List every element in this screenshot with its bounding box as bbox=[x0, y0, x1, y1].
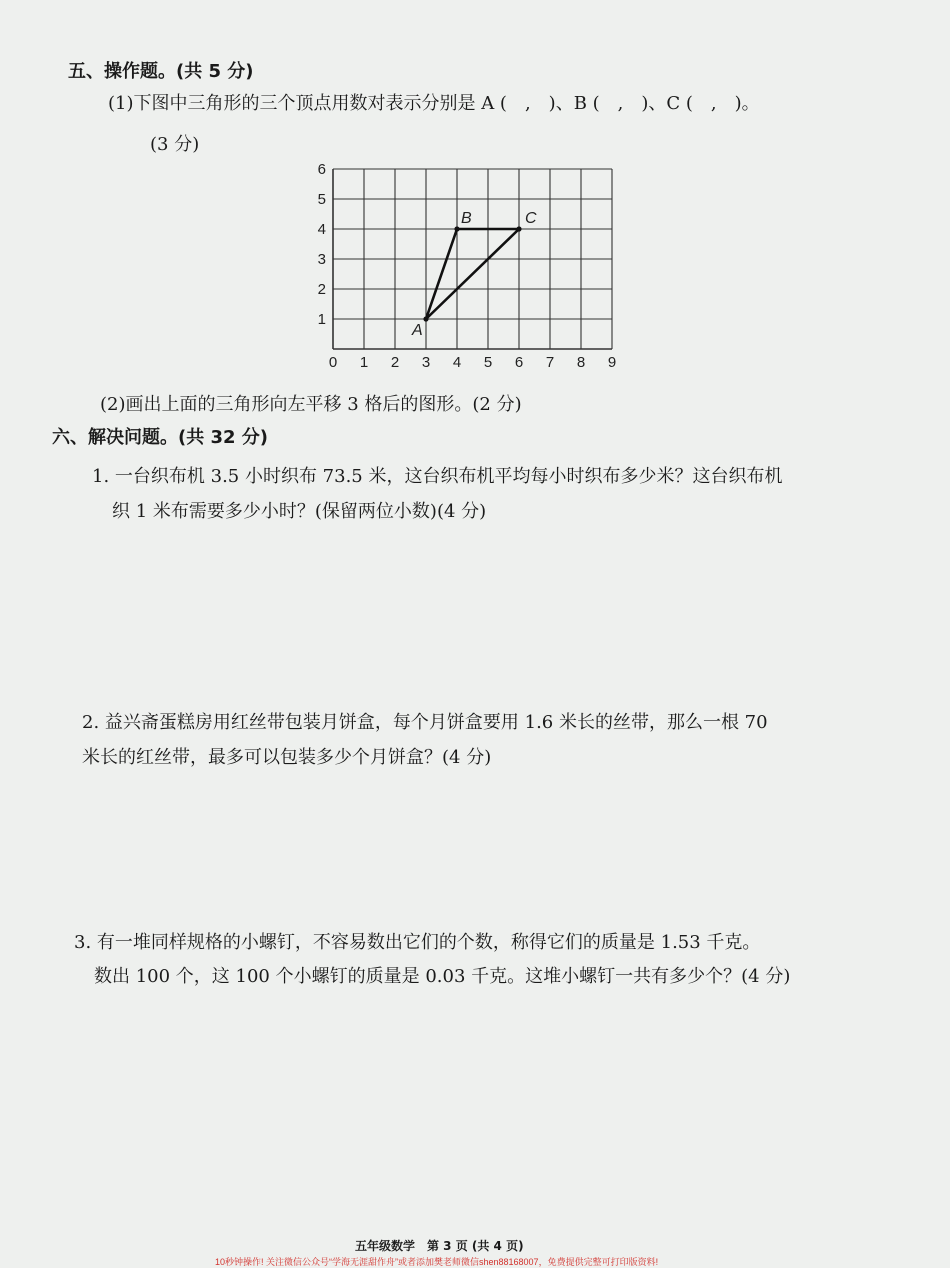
section6-q1-line1: 1. 一台织布机 3.5 小时织布 73.5 米，这台织布机平均每小时织布多少米？这台织布机 bbox=[92, 466, 783, 487]
vertex-point-a bbox=[423, 316, 428, 321]
section6-q2-line1: 2. 益兴斋蛋糕房用红丝带包装月饼盒，每个月饼盒要用 1.6 米长的丝带，那么一根 70 bbox=[82, 712, 768, 733]
vertex-label-a: A bbox=[412, 322, 423, 339]
x-tick-label: 4 bbox=[452, 354, 462, 371]
y-tick-label: 3 bbox=[317, 251, 326, 268]
vertex-label-c: C bbox=[525, 210, 537, 227]
section5-q2-text: (2)画出上面的三角形向左平移 3 格后的图形。(2 分) bbox=[100, 394, 522, 415]
section6-title: 六、解决问题。(共 32 分) bbox=[52, 427, 269, 448]
x-tick-label: 8 bbox=[576, 354, 586, 371]
y-tick-label: 5 bbox=[317, 191, 326, 208]
x-tick-label: 7 bbox=[545, 354, 555, 371]
y-tick-label: 6 bbox=[317, 161, 326, 178]
section6-q3-line2: 数出 100 个，这 100 个小螺钉的质量是 0.03 千克。这堆小螺钉一共有多少个？(4 分) bbox=[94, 966, 791, 987]
triangle-abc bbox=[426, 229, 519, 319]
section5-q1-text: (1)下图中三角形的三个顶点用数对表示分别是 A ( , )、B ( , )、C ( , )。 bbox=[108, 93, 760, 114]
x-tick-label: 6 bbox=[514, 354, 524, 371]
x-tick-label: 3 bbox=[421, 354, 431, 371]
section5-q1-points: (3 分) bbox=[150, 134, 200, 155]
x-tick-label: 9 bbox=[607, 354, 617, 371]
x-tick-label: 2 bbox=[390, 354, 400, 371]
vertex-point-c bbox=[516, 226, 521, 231]
x-tick-label: 5 bbox=[483, 354, 493, 371]
page-footer: 五年级数学 第 3 页 (共 4 页) bbox=[355, 1239, 524, 1253]
watermark-text: 10秒钟操作! 关注微信公众号“学海无涯甜作舟”或者添加樊老师微信shen88168007，免费提供完整可打印版资料! bbox=[215, 1257, 659, 1267]
section5-title: 五、操作题。(共 5 分) bbox=[68, 61, 254, 82]
y-tick-label: 4 bbox=[317, 221, 326, 238]
vertex-label-b: B bbox=[461, 210, 472, 227]
x-tick-label: 0 bbox=[328, 354, 338, 371]
y-tick-label: 2 bbox=[317, 281, 326, 298]
section6-q2-line2: 米长的红丝带，最多可以包装多少个月饼盒？(4 分) bbox=[82, 747, 492, 768]
coordinate-grid bbox=[0, 0, 950, 420]
section6-q3-line1: 3. 有一堆同样规格的小螺钉，不容易数出它们的个数，称得它们的质量是 1.53 千克。 bbox=[74, 932, 761, 953]
x-tick-label: 1 bbox=[359, 354, 369, 371]
vertex-point-b bbox=[454, 226, 459, 231]
y-tick-label: 1 bbox=[317, 311, 326, 328]
section6-q1-line2: 织 1 米布需要多少小时？(保留两位小数)(4 分) bbox=[112, 501, 487, 522]
